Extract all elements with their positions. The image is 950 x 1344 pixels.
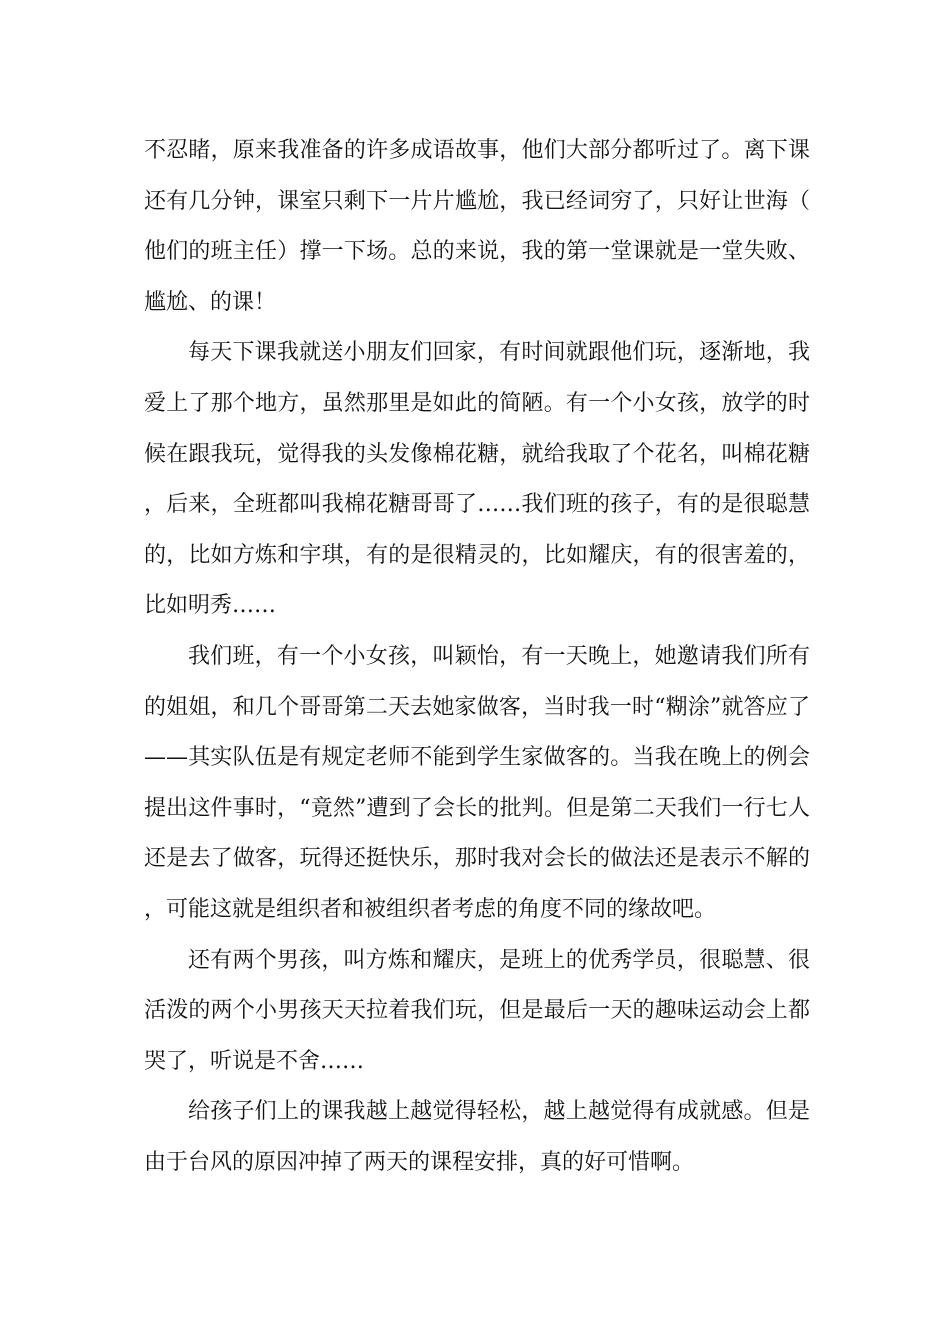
paragraph-2: 每天下课我就送小朋友们回家，有时间就跟他们玩，逐渐地，我爱上了那个地方，虽然那里是如此的简陋。有一个小女孩，放学的时候在跟我玩，觉得我的头发像棉花糖，就给我取了个花名，叫棉花糖，后来，全班都叫我棉花糖哥哥了……我们班的孩子，有的是很聪慧的，比如方炼和宇琪，有的是很精灵的，比如耀庆，有的很害羞的，比如明秀…… [144, 340, 810, 619]
paragraph-3: 我们班，有一个小女孩，叫颖怡，有一天晚上，她邀请我们所有的姐姐，和几个哥哥第二天去她家做客，当时我一时“糊涂”就答应了——其实队伍是有规定老师不能到学生家做客的。当我在晚上的例会提出这件事时，“竟然”遭到了会长的批判。但是第二天我们一行七人还是去了做客，玩得还挺快乐，那时我对会长的做法还是表示不解的，可能这就是组织者和被组织者考虑的角度不同的缘故吧。 [144, 643, 810, 922]
paragraph-4: 还有两个男孩，叫方炼和耀庆，是班上的优秀学员，很聪慧、很活泼的两个小男孩天天拉着我们玩，但是最后一天的趣味运动会上都哭了，听说是不舍…… [144, 947, 810, 1074]
paragraph-5: 给孩子们上的课我越上越觉得轻松，越上越觉得有成就感。但是由于台风的原因冲掉了两天的课程安排，真的好可惜啊。 [144, 1099, 810, 1175]
paragraph-1: 不忍睹，原来我准备的许多成语故事，他们大部分都听过了。离下课还有几分钟，课室只剩下一片片尴尬，我已经词穷了，只好让世海（他们的班主任）撑一下场。总的来说，我的第一堂课就是一堂失败、尴尬、的课！ [144, 138, 810, 315]
document-body [144, 126, 810, 1188]
